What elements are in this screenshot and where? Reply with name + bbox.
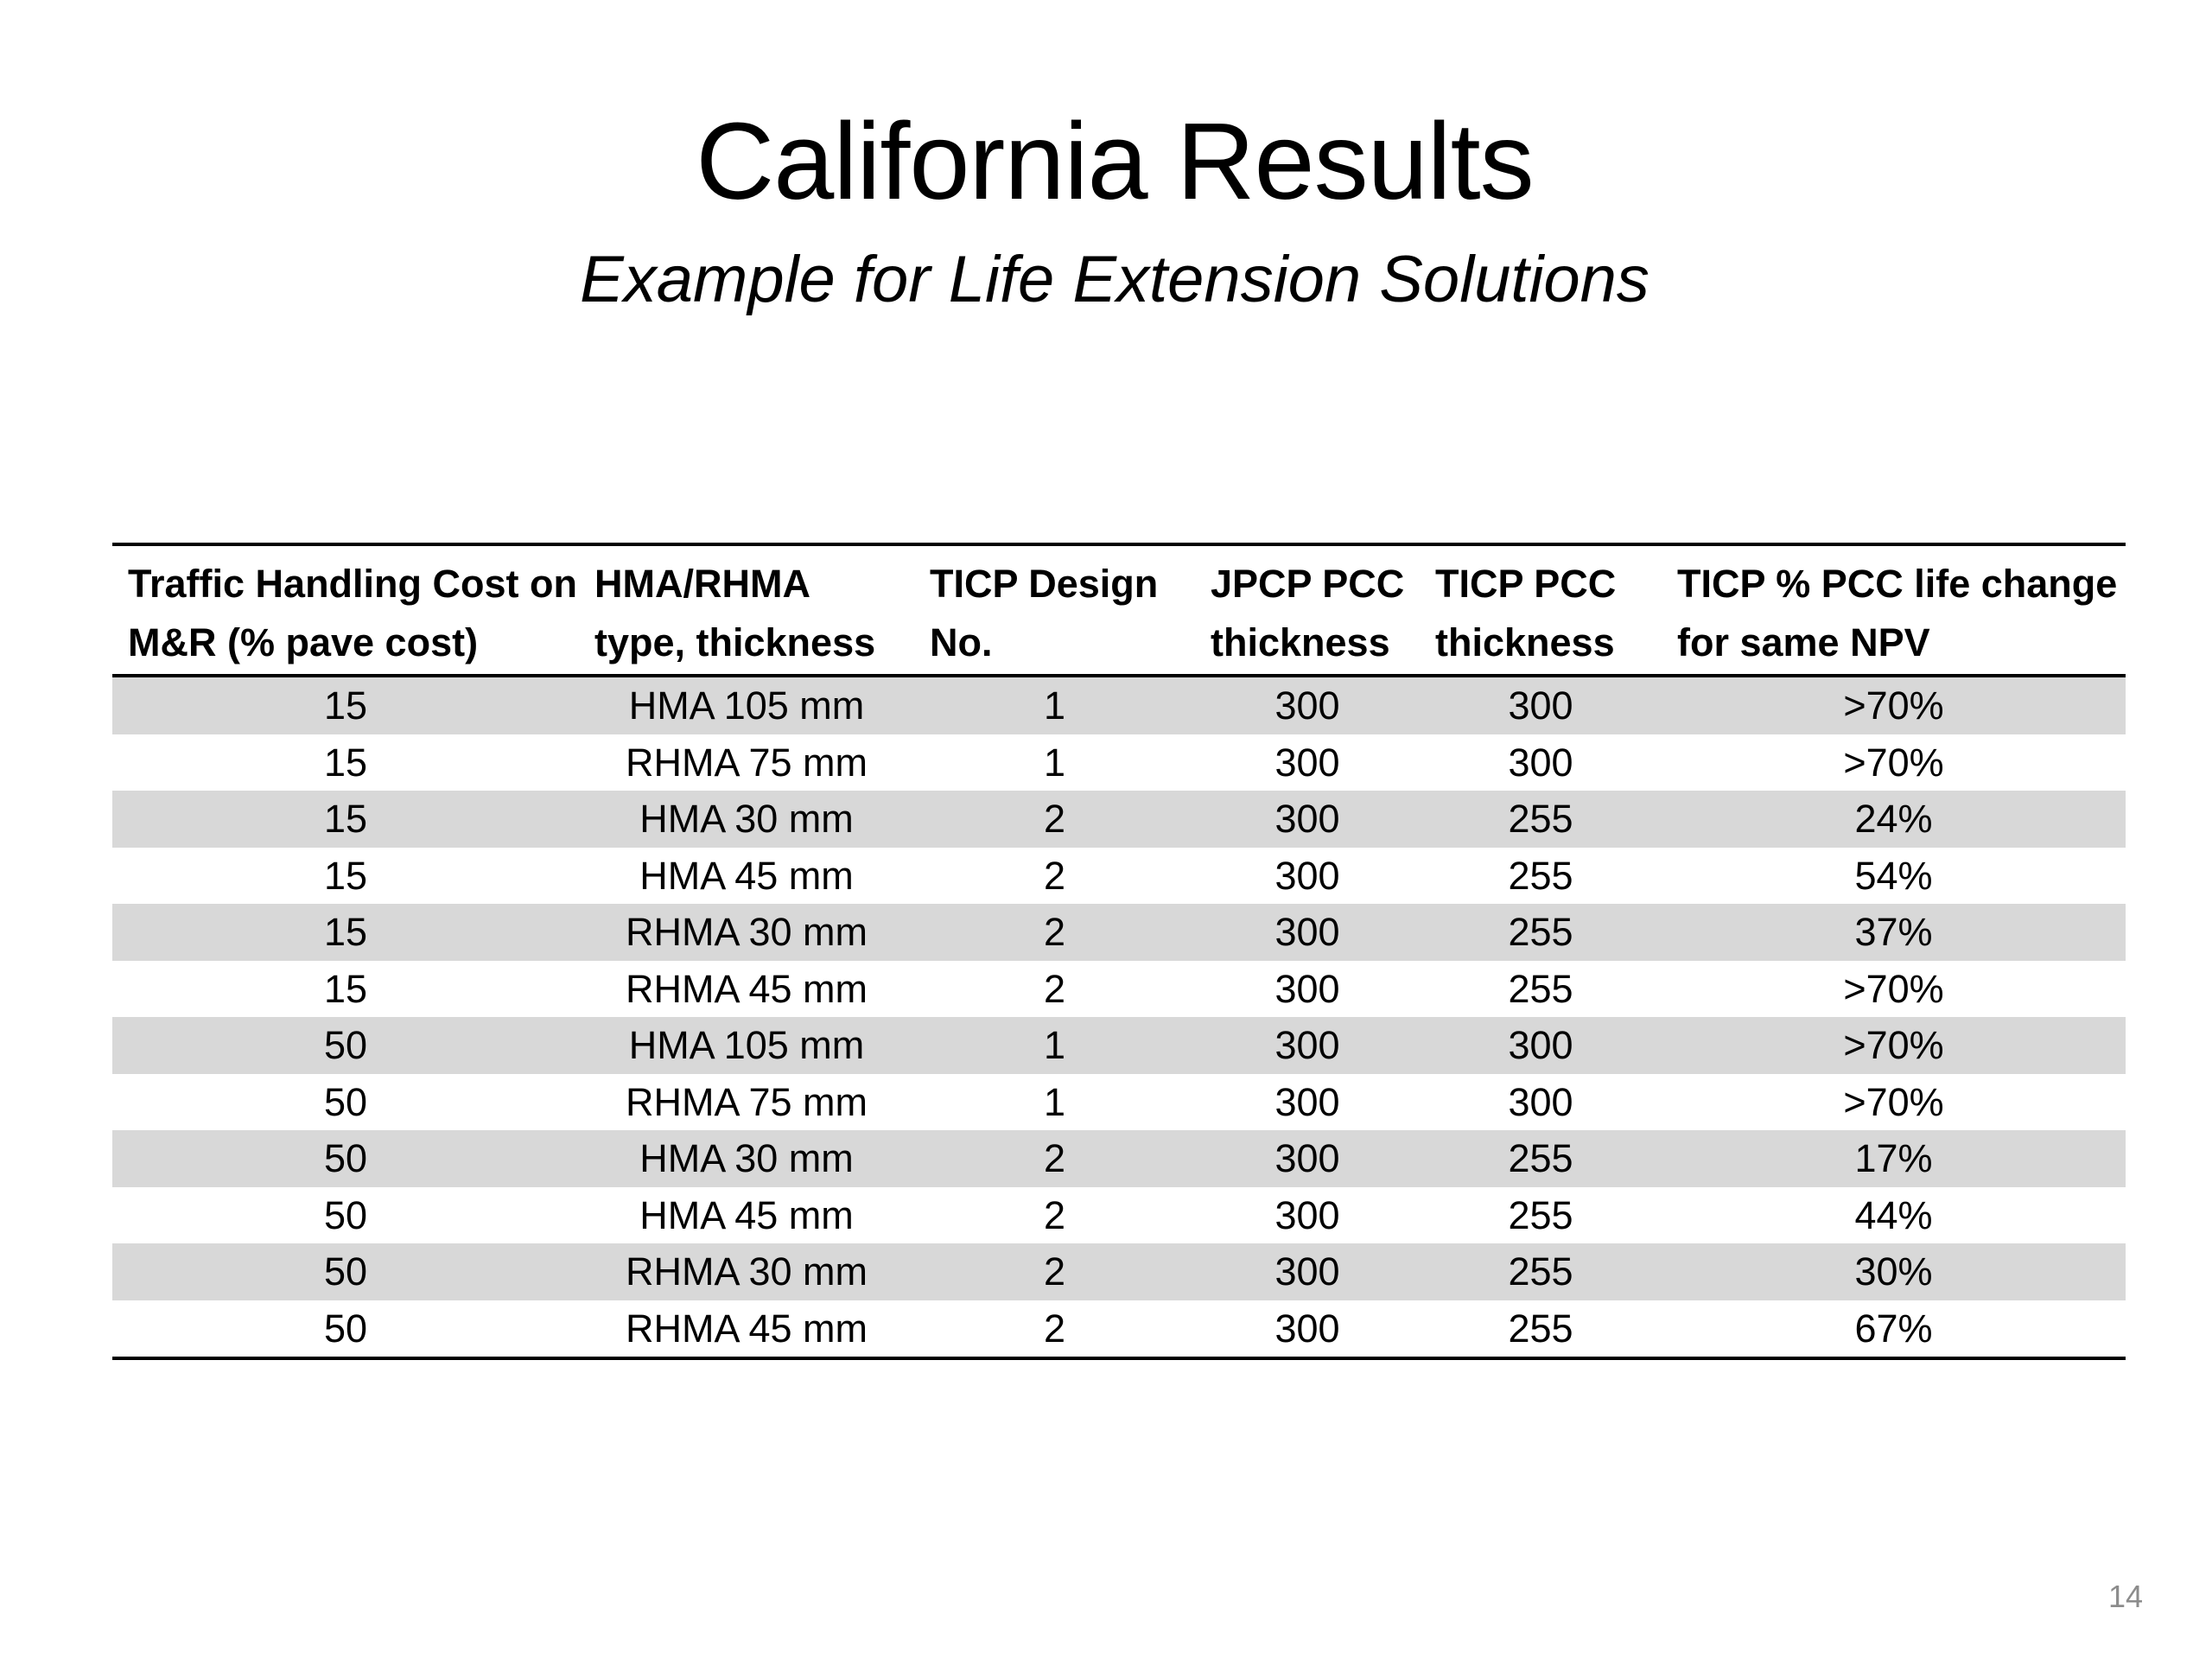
table-cell: 300: [1274, 853, 1340, 898]
table-cell: 300: [1274, 683, 1340, 728]
table-cell: 2: [1043, 1192, 1066, 1237]
table-cell: 300: [1274, 1079, 1340, 1124]
table-cell: 300: [1274, 1249, 1340, 1294]
table-cell: 1: [1043, 683, 1066, 728]
table-cell: 50: [323, 1136, 368, 1180]
table-cell: HMA 45 mm: [639, 853, 854, 898]
table-cell: >70%: [1843, 1023, 1944, 1067]
table-cell: 67%: [1854, 1306, 1933, 1351]
table-cell: 300: [1274, 1306, 1340, 1351]
table-cell: HMA 105 mm: [628, 683, 865, 728]
table-cell: 255: [1508, 966, 1573, 1011]
table-cell: 255: [1508, 1306, 1573, 1351]
table-cell: 2: [1043, 1136, 1066, 1180]
table-row: [112, 848, 2126, 905]
table-cell: HMA 30 mm: [639, 1136, 854, 1180]
table-cell: 255: [1508, 1249, 1573, 1294]
table-cell: 50: [323, 1192, 368, 1237]
table-cell: 15: [323, 797, 368, 841]
slide-title: California Results: [696, 100, 1534, 222]
table-cell: RHMA 30 mm: [625, 1249, 868, 1294]
table-row: [112, 1017, 2126, 1074]
table-cell: RHMA 75 mm: [625, 740, 868, 785]
table-cell: RHMA 45 mm: [625, 1306, 868, 1351]
header-ticp-design: TICP Design No.: [930, 562, 1159, 664]
header-hma-type: HMA/RHMA type, thickness: [594, 562, 876, 664]
table-cell: RHMA 75 mm: [625, 1079, 868, 1124]
table-cell: HMA 45 mm: [639, 1192, 854, 1237]
table-cell: 54%: [1854, 853, 1933, 898]
table-row: [112, 1243, 2126, 1300]
table-cell: 300: [1274, 797, 1340, 841]
table-cell: 300: [1508, 683, 1573, 728]
table-row: [112, 1130, 2126, 1187]
table-row: [112, 1074, 2126, 1131]
table-cell: 24%: [1854, 797, 1933, 841]
table-cell: 15: [323, 910, 368, 954]
table-row: [112, 676, 2126, 734]
slide-subtitle: Example for Life Extension Solutions: [580, 243, 1649, 316]
table-row: [112, 961, 2126, 1018]
table-cell: 1: [1043, 1079, 1066, 1124]
table-cell: 255: [1508, 853, 1573, 898]
table-cell: >70%: [1843, 683, 1944, 728]
results-table-container: [112, 543, 2126, 1360]
table-cell: 255: [1508, 1192, 1573, 1237]
table-cell: HMA 30 mm: [639, 797, 854, 841]
table-cell: 255: [1508, 1136, 1573, 1180]
page-number: 14: [2107, 1579, 2143, 1614]
table-cell: HMA 105 mm: [628, 1023, 865, 1067]
table-cell: 37%: [1854, 910, 1933, 954]
table-cell: 50: [323, 1079, 368, 1124]
table-cell: 1: [1043, 740, 1066, 785]
table-cell: 300: [1508, 1023, 1573, 1067]
table-cell: 2: [1043, 910, 1066, 954]
table-cell: 30%: [1854, 1249, 1933, 1294]
table-row: [112, 1300, 2126, 1359]
table-cell: 300: [1274, 966, 1340, 1011]
header-ticp-thickness: TICP PCC thickness: [1435, 562, 1617, 664]
results-table: [112, 543, 2126, 1360]
table-cell: 2: [1043, 853, 1066, 898]
table-cell: 15: [323, 853, 368, 898]
table-cell: 2: [1043, 1249, 1066, 1294]
header-jpcp-thickness: JPCP PCC thickness: [1211, 562, 1405, 664]
table-cell: RHMA 30 mm: [625, 910, 868, 954]
table-cell: 15: [323, 740, 368, 785]
table-cell: 300: [1508, 740, 1573, 785]
table-cell: 15: [323, 966, 368, 1011]
table-cell: 2: [1043, 797, 1066, 841]
table-cell: >70%: [1843, 966, 1944, 1011]
table-cell: 255: [1508, 797, 1573, 841]
table-cell: 15: [323, 683, 368, 728]
table-cell: 50: [323, 1023, 368, 1067]
table-cell: 300: [1274, 910, 1340, 954]
table-cell: 2: [1043, 1306, 1066, 1351]
table-cell: 2: [1043, 966, 1066, 1011]
table-cell: 255: [1508, 910, 1573, 954]
table-header-row: [112, 544, 2126, 676]
table-row: [112, 904, 2126, 961]
table-row: [112, 791, 2126, 848]
table-cell: 50: [323, 1306, 368, 1351]
table-cell: 300: [1274, 1023, 1340, 1067]
table-row: [112, 1187, 2126, 1244]
table-cell: 50: [323, 1249, 368, 1294]
table-cell: 1: [1043, 1023, 1066, 1067]
table-cell: 44%: [1854, 1192, 1933, 1237]
header-life-change: TICP % PCC life change for same NPV: [1677, 562, 2118, 664]
table-cell: 300: [1508, 1079, 1573, 1124]
header-traffic-cost: Traffic Handling Cost on M&R (% pave cost): [128, 562, 578, 664]
table-cell: >70%: [1843, 740, 1944, 785]
table-cell: RHMA 45 mm: [625, 966, 868, 1011]
table-cell: 17%: [1854, 1136, 1933, 1180]
table-row: [112, 734, 2126, 791]
table-cell: 300: [1274, 740, 1340, 785]
table-cell: >70%: [1843, 1079, 1944, 1124]
table-cell: 300: [1274, 1136, 1340, 1180]
table-cell: 300: [1274, 1192, 1340, 1237]
